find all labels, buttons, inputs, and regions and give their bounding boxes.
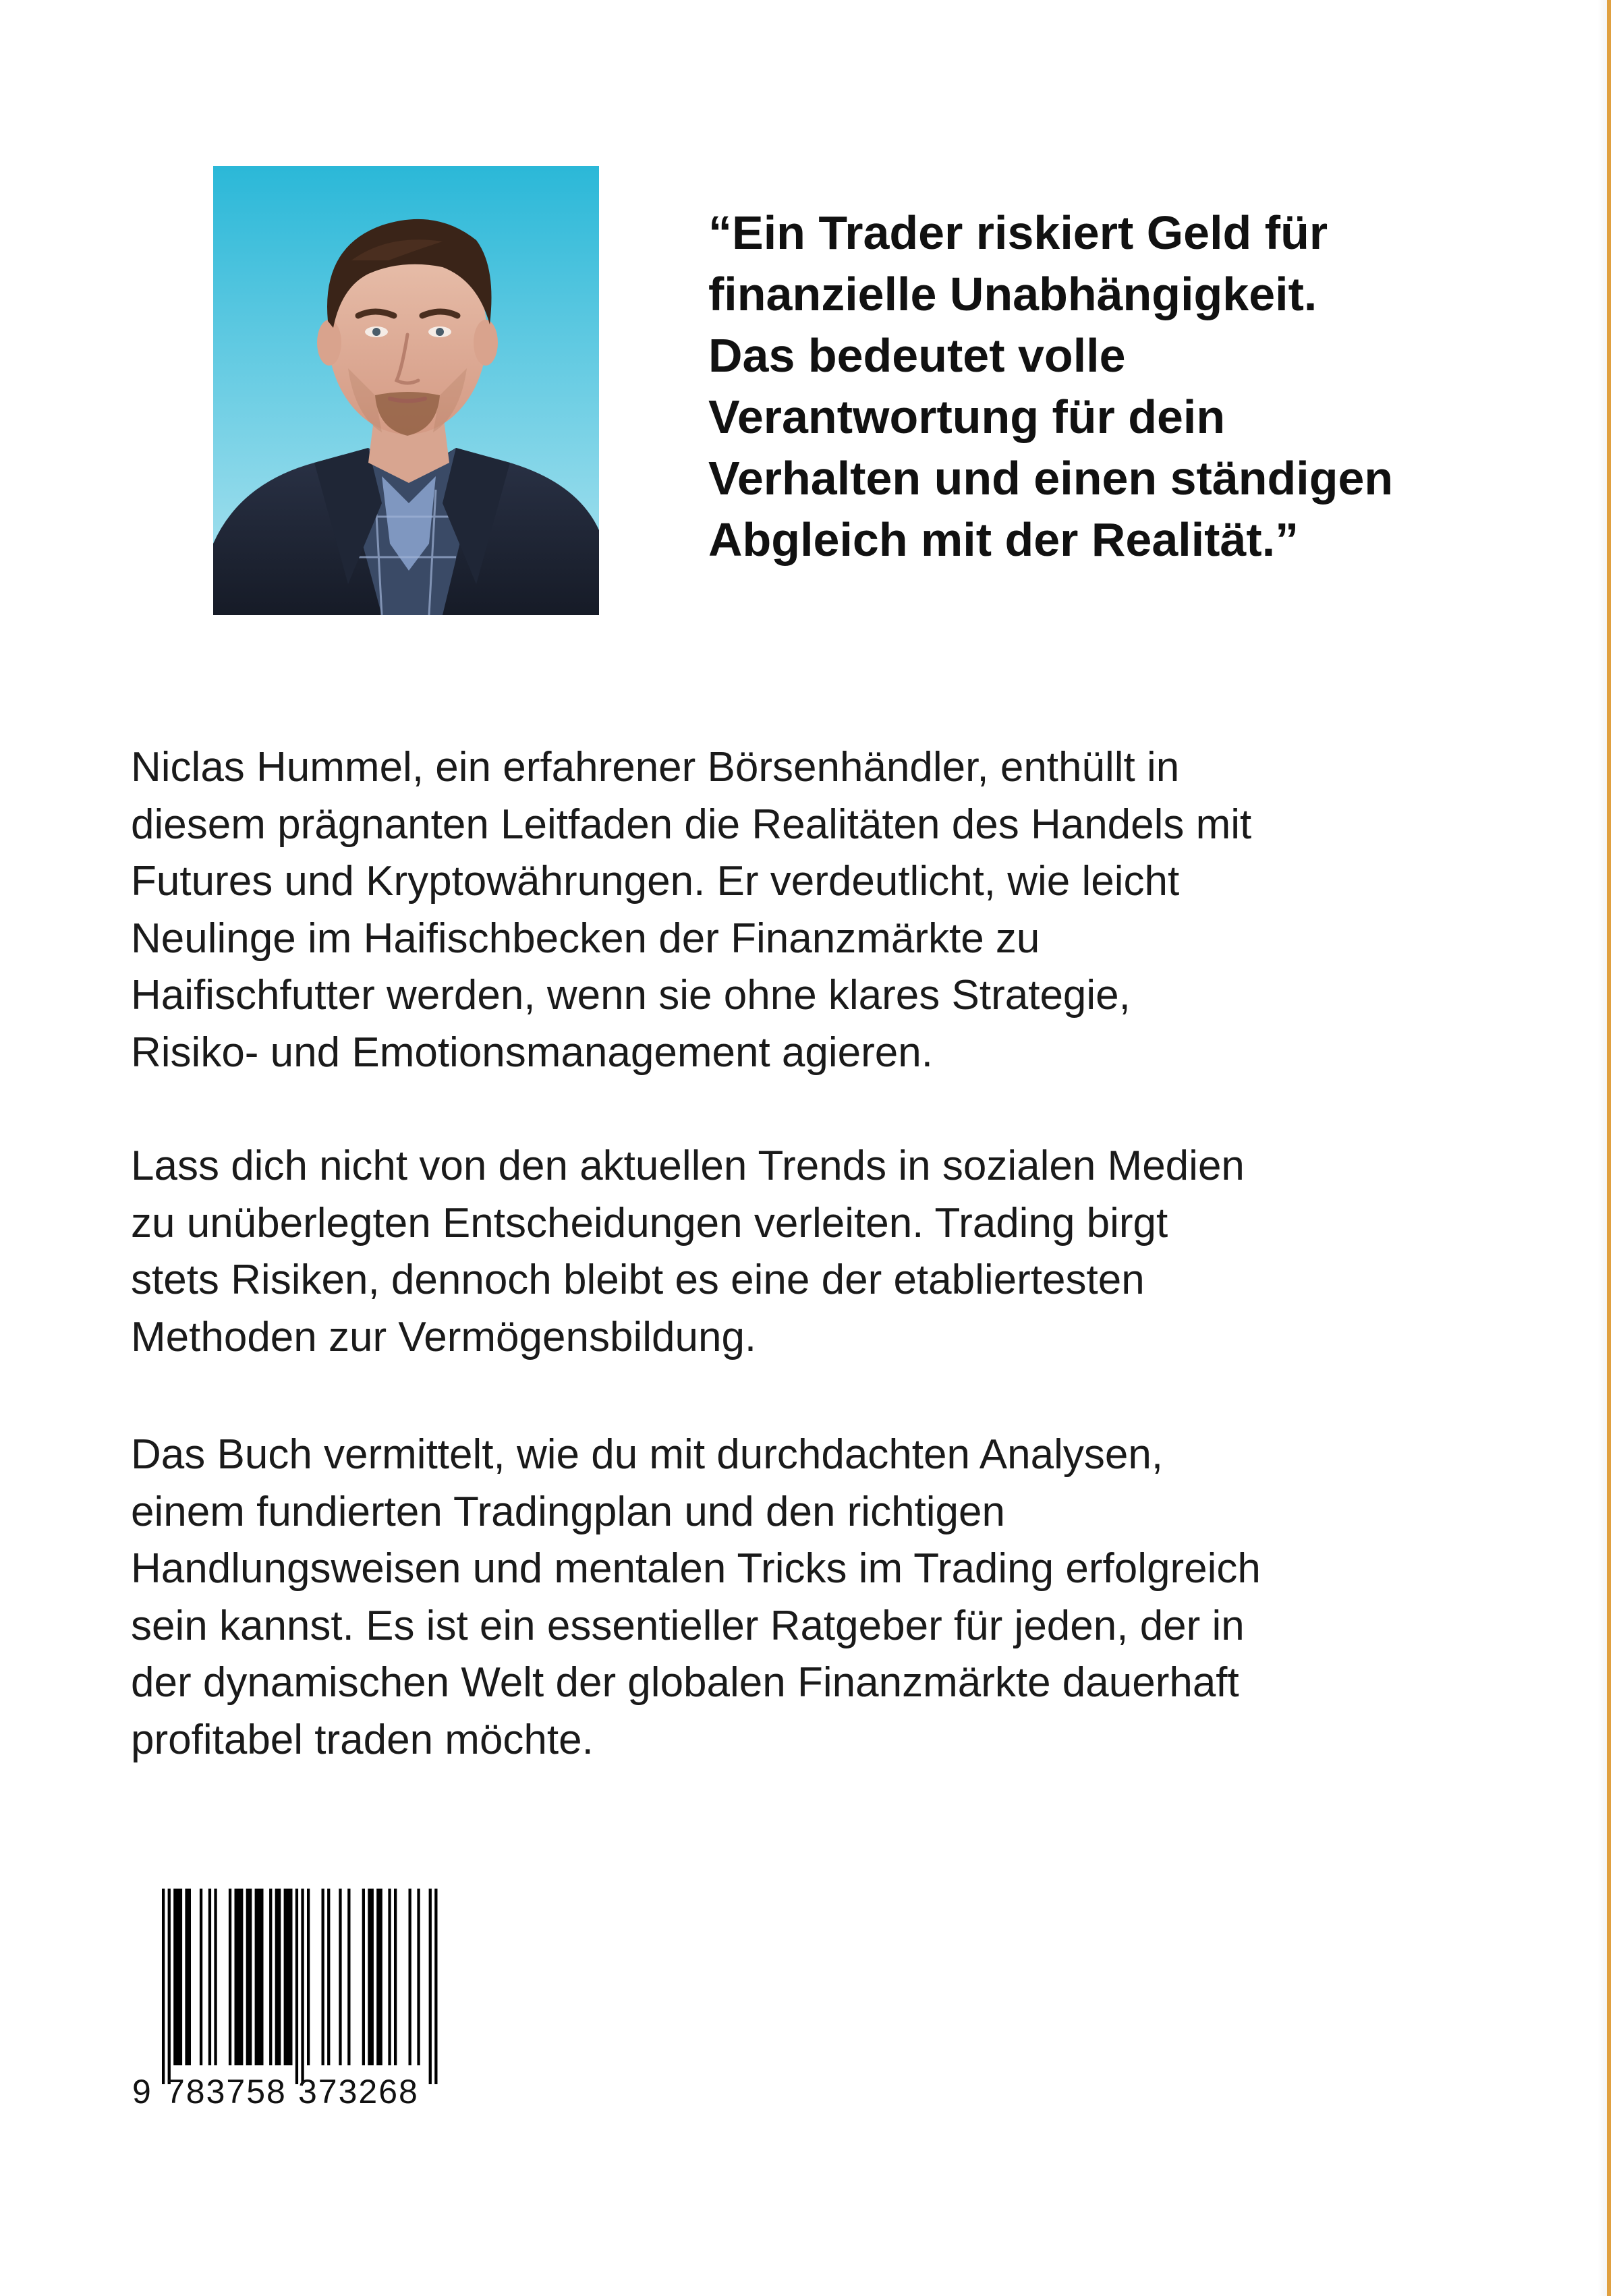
quote-line: Verhalten und einen ständigen	[708, 452, 1394, 505]
barcode-bar	[255, 1889, 264, 2065]
blurb-line: sein kannst. Es ist ein essentieller Ratgeber für jeden, der in	[131, 1602, 1245, 1649]
blurb-paragraph-2	[131, 1138, 1507, 1366]
quote-line: Abgleich mit der Realität.”	[708, 513, 1299, 566]
barcode-guard-bar	[434, 1889, 437, 2084]
barcode-bar	[269, 1889, 272, 2065]
blurb-line: Methoden zur Vermögensbildung.	[131, 1313, 757, 1360]
barcode-bar	[185, 1889, 191, 2065]
barcode-bar	[368, 1889, 374, 2065]
barcode-bar	[284, 1889, 293, 2065]
isbn-digit-group-left: 783758	[166, 2073, 287, 2111]
barcode-bar	[388, 1889, 391, 2065]
barcode-bar	[339, 1889, 341, 2065]
blurb-paragraph-3	[131, 1427, 1507, 1769]
barcode-bar	[327, 1889, 330, 2065]
blurb-line: Das Buch vermittelt, wie du mit durchdachten Analysen,	[131, 1431, 1164, 1478]
blurb-line: Niclas Hummel, ein erfahrener Börsenhändler, enthüllt in	[131, 744, 1180, 791]
blurb-line: Futures und Kryptowährungen. Er verdeutlicht, wie leicht	[131, 858, 1180, 905]
barcode-bar	[235, 1889, 244, 2065]
blurb-line: Risiko- und Emotionsmanagement agieren.	[131, 1029, 933, 1076]
author-quote	[708, 202, 1504, 571]
isbn-digit-group-right: 373268	[298, 2073, 419, 2111]
barcode-bar	[275, 1889, 281, 2065]
blurb-line: einem fundierten Tradingplan und den richtigen	[131, 1488, 1006, 1535]
quote-line: Das bedeutet volle	[708, 329, 1126, 382]
quote-line: “Ein Trader riskiert Geld für	[708, 206, 1328, 259]
isbn-lead-digit: 9	[132, 2073, 151, 2111]
barcode-bar	[417, 1889, 420, 2065]
blurb-line: Haifischfutter werden, wenn sie ohne klares Strategie,	[131, 972, 1131, 1018]
blurb-line: Lass dich nicht von den aktuellen Trends in sozialen Medien	[131, 1143, 1245, 1189]
barcode-guard-bar	[162, 1889, 165, 2084]
barcode-icon	[132, 1889, 443, 2084]
barcode-bar	[173, 1889, 182, 2065]
blurb-line: der dynamischen Welt der globalen Finanzmärkte dauerhaft	[131, 1659, 1239, 1706]
barcode-bar	[376, 1889, 382, 2065]
barcode-bar	[246, 1889, 252, 2065]
barcode-bar	[409, 1889, 411, 2065]
isbn-digits	[132, 2072, 443, 2119]
quote-line: finanzielle Unabhängigkeit.	[708, 268, 1317, 320]
barcode-bar	[362, 1889, 365, 2065]
barcode-guard-bar	[168, 1889, 171, 2084]
spine-edge	[1607, 0, 1611, 2296]
barcode-guard-bar	[295, 1889, 298, 2084]
barcode-bar	[200, 1889, 202, 2065]
barcode-bar	[322, 1889, 324, 2065]
blurb-line: stets Risiken, dennoch bleibt es eine der etabliertesten	[131, 1257, 1145, 1303]
blurb-line: diesem prägnanten Leitfaden die Realitäten des Handels mit	[131, 801, 1252, 848]
blurb-line: Handlungsweisen und mentalen Tricks im Trading erfolgreich	[131, 1545, 1261, 1592]
blurb-line: profitabel traden möchte.	[131, 1716, 594, 1763]
barcode-bar	[394, 1889, 397, 2065]
author-photo	[213, 166, 599, 615]
barcode-bar	[214, 1889, 217, 2065]
blurb-line: Neulinge im Haifischbecken der Finanzmärkte zu	[131, 915, 1040, 962]
barcode-guard-bar	[301, 1889, 304, 2084]
barcode-bar	[347, 1889, 350, 2065]
barcode-guard-bar	[429, 1889, 432, 2084]
barcode-bar	[229, 1889, 231, 2065]
barcode-bar	[307, 1889, 310, 2065]
barcode-bar	[208, 1889, 211, 2065]
blurb-line: zu unüberlegten Entscheidungen verleiten. Trading birgt	[131, 1199, 1168, 1246]
spine-shadow	[1597, 0, 1607, 2296]
author-portrait-icon	[213, 166, 599, 615]
quote-line: Verantwortung für dein	[708, 391, 1226, 443]
blurb-paragraph-1	[131, 739, 1507, 1081]
